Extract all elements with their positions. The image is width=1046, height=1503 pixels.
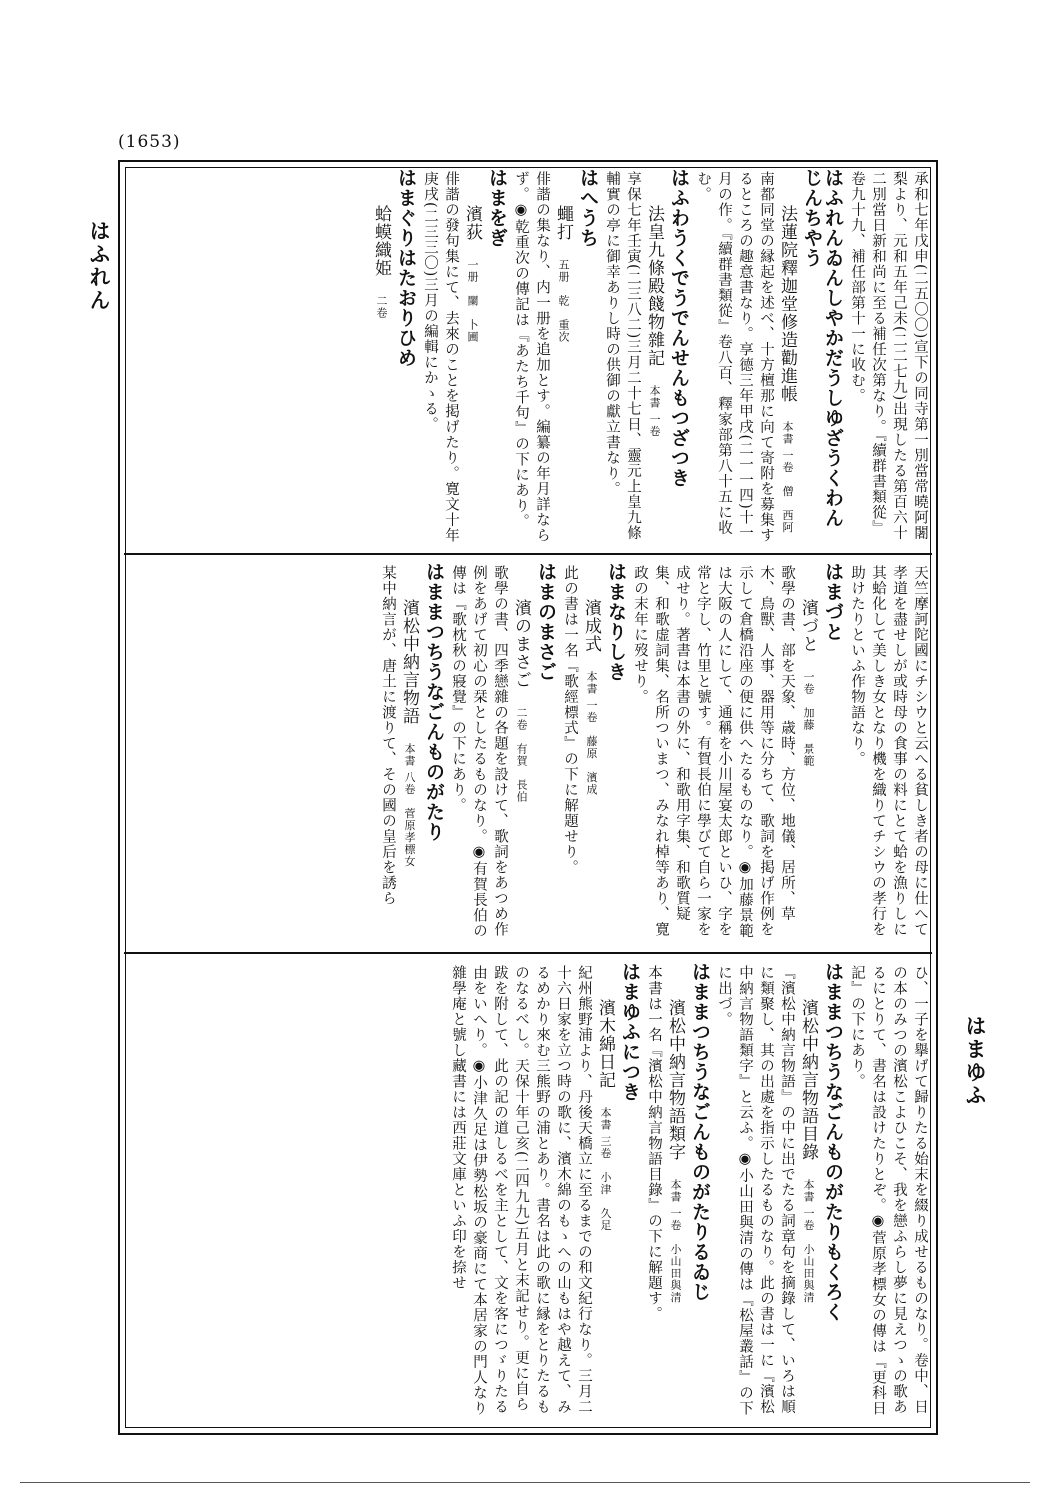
entry-heading: はまなりしき [605, 562, 627, 682]
entry-body: 南都同堂の縁起を述べ、十方檀那に向て寄附を募集するところの趣意書なり。享德三年甲戌(二一一四)十一月の作。『續群書類從』卷八百、釋家部第八十五に收む。 [695, 170, 774, 543]
entry-body: 此の書は一名『歌經標式』の下に解題せり。 [562, 564, 578, 875]
entry-info: 一册 闌 卜圃 [466, 259, 479, 344]
entry-body: 歌學の書、四季戀雜の各題を設けて、歌詞をあつめ作例をあげて初心の栞としたるものなり。◉有賀長伯の傳は『歌枕秋の寢覺』の下にあり。 [450, 564, 508, 939]
entry-title: 濱のまさご 二卷 有賀 長伯 [511, 599, 531, 804]
entry-body: 歌學の書、部を天象、歳時、方位、地儀、居所、草木、鳥獸、人事、器用等に分ちて、歌詞を掲げ作例を示して倉橋沿座の便に供へたるものなり。◉加藤景範は大阪の人にして、通稱を小川屋宴太郎といひ、字を常と字し、竹里と號す。有賀長伯に學びて自ら一家を成せり。著書は本書の外に、和歌用字集、和歌質疑集、和歌虚詞集、名所ついまつ、みなれ棹等あり、寛政の末年に歿せり。 [632, 564, 795, 939]
entry-title: 蛤蟆織姫 二卷 [371, 205, 391, 320]
entry-title: 濱松中納言物語類字 本書 一卷 小山田與清 [665, 999, 685, 1304]
entry-body: 某中納言が、唐土に渡りて、その國の皇后を誘ら [380, 564, 396, 906]
entry-body: 天竺摩訶陀國にチシウと云へる貧しき者の母に仕へて孝道を盡せしが或時母の食事の料にとて蛤を漁りしに其蛤化して美しき女となり機を織りてチシウの孝行を助けたりといふ作物語なり。 [849, 564, 928, 937]
entry-heading: はまのまさご [535, 562, 557, 682]
entry-body: ひ、一子を擧げて歸りたる始末を綴り成せるものなり。卷中、日の本のみつの濱松こよひこそ、我を戀ふらし夢に見えつゝの歌あるにとりて、書名は設けたりとぞ。◉菅原孝標女の傳は『更科日記』の下にあり。 [849, 964, 928, 1416]
entry-title: 濱荻 一册 闌 卜圃 [462, 205, 482, 344]
entry-body: 享保七年壬寅(二三八二)三月二十七日、靈元上皇九條輔實の亭に御幸ありし時の供御の獻立書なり。 [604, 170, 641, 541]
entry-heading: はふれんゐんしやかだうしゆざうくわんじんちやう [801, 168, 844, 528]
dictionary-band-1 [130, 168, 930, 546]
entry-heading: はままつちうなごんものがたり [423, 562, 445, 842]
entry-title: 蠅打 五册 乾 重次 [553, 205, 573, 344]
entry-heading: はまぐりはたおりひめ [395, 168, 417, 368]
entry-body: 『濱松中納言物語』の中に出でたる詞章句を摘錄して、いろは順に類聚し、其の出處を指示したるものなり。此の書は一に『濱松中納言物語類字』と云ふ。◉小山田與清の傳は『松屋叢話』の下に出づ。 [716, 964, 795, 1416]
dictionary-band-2 [130, 562, 930, 944]
entry-title: 濱成式 本書 一卷 藤原 濱成 [581, 599, 601, 796]
entry-heading: はふわうくでうでんせんもつざつき [668, 168, 690, 488]
entry-heading: はまづと [822, 562, 844, 642]
entry-info: 本書 一卷 [648, 385, 661, 438]
entry-info: 本書 三卷 小津 久足 [599, 1107, 612, 1232]
entry-heading: はへうち [577, 168, 599, 248]
entry-title: 法蓮院釋迦堂修造勸進帳 本書 一卷 僧 西阿 [777, 205, 797, 534]
entry-info: 五册 乾 重次 [557, 259, 570, 344]
entry-info: 一卷 加藤 景範 [802, 671, 815, 768]
entry-info: 本書 一卷 小山田與清 [669, 1179, 682, 1304]
band-divider [124, 952, 932, 954]
band-divider [124, 553, 932, 555]
entry-info: 二卷 有賀 長伯 [515, 707, 528, 804]
entry-title: 濱松中納言物語目錄 本書 一卷 小山田與清 [798, 999, 818, 1304]
entry-heading: はまをぎ [486, 168, 508, 248]
entry-info: 二卷 [375, 295, 388, 320]
entry-body: 紀州熊野浦より、丹後天橋立に至るまでの和文紀行なり。三月二十六日家を立つ時の歌に、濱木綿のもゝへの山もはや越えて、みるめかり來む三熊野の浦とあり。書名は此の歌に縁をとりたるものなるべし。天保十年己亥(二四九九)五月と末記せり。更に自ら跋を附して、此の記の道しるべを主として、文を客につゞりたる由をいへり。◉小津久足は伊勢松坂の豪商にて本居家の門人なり雜學庵と號し藏書には西莊文庫といふ印を捺せ [450, 964, 592, 1416]
entry-info: 本書 八卷 菅原孝標女 [403, 743, 416, 868]
entry-body: 本書は一名『濱松中納言物語目錄』の下に解題す。 [646, 964, 662, 1322]
entry-info: 本書 一卷 藤原 濱成 [585, 671, 598, 796]
right-margin-heading: はまゆふ [963, 1015, 988, 1107]
entry-title: 濱松中納言物語 本書 八卷 菅原孝標女 [399, 599, 419, 868]
entry-info: 本書 一卷 小山田與清 [802, 1179, 815, 1304]
bottom-rule [20, 1482, 1030, 1483]
entry-title: 法皇九條殿餞物雜記 本書 一卷 [644, 205, 664, 438]
entry-body: 俳諧の集なり、内一册を追加とす。編纂の年月詳ならず。◉乾重次の傳記は『あたち千句』の下にあり。 [513, 170, 550, 543]
left-margin-heading: はふれん [87, 220, 112, 312]
entry-body: 俳諧の發句集にて、去來のことを掲げたり。寛文十年庚戌(二三三〇)三月の編輯にかゝる。 [422, 170, 459, 543]
entry-heading: はまゆふにつき [619, 962, 641, 1102]
entry-info: 本書 一卷 僧 西阿 [781, 421, 794, 534]
entry-title: 濱づと 一卷 加藤 景範 [798, 599, 818, 768]
entry-heading: はままつちうなごんものがたりるゐじ [689, 962, 711, 1302]
page-number: (1653) [118, 132, 181, 152]
entry-body: 承和七年戊申(二五〇〇)宣下の同寺第一別當常曉阿闍梨より、元和五年己未(二二七九)出現したる第百六十二別當日新和尚に至る補任次第なり。『續群書類從』卷九十九、補任部第十一に收む。 [849, 170, 928, 541]
entry-heading: はままつちうなごんものがたりもくろく [822, 962, 844, 1322]
entry-title: 濱木綿日記 本書 三卷 小津 久足 [595, 999, 615, 1232]
dictionary-band-3 [130, 962, 930, 1424]
